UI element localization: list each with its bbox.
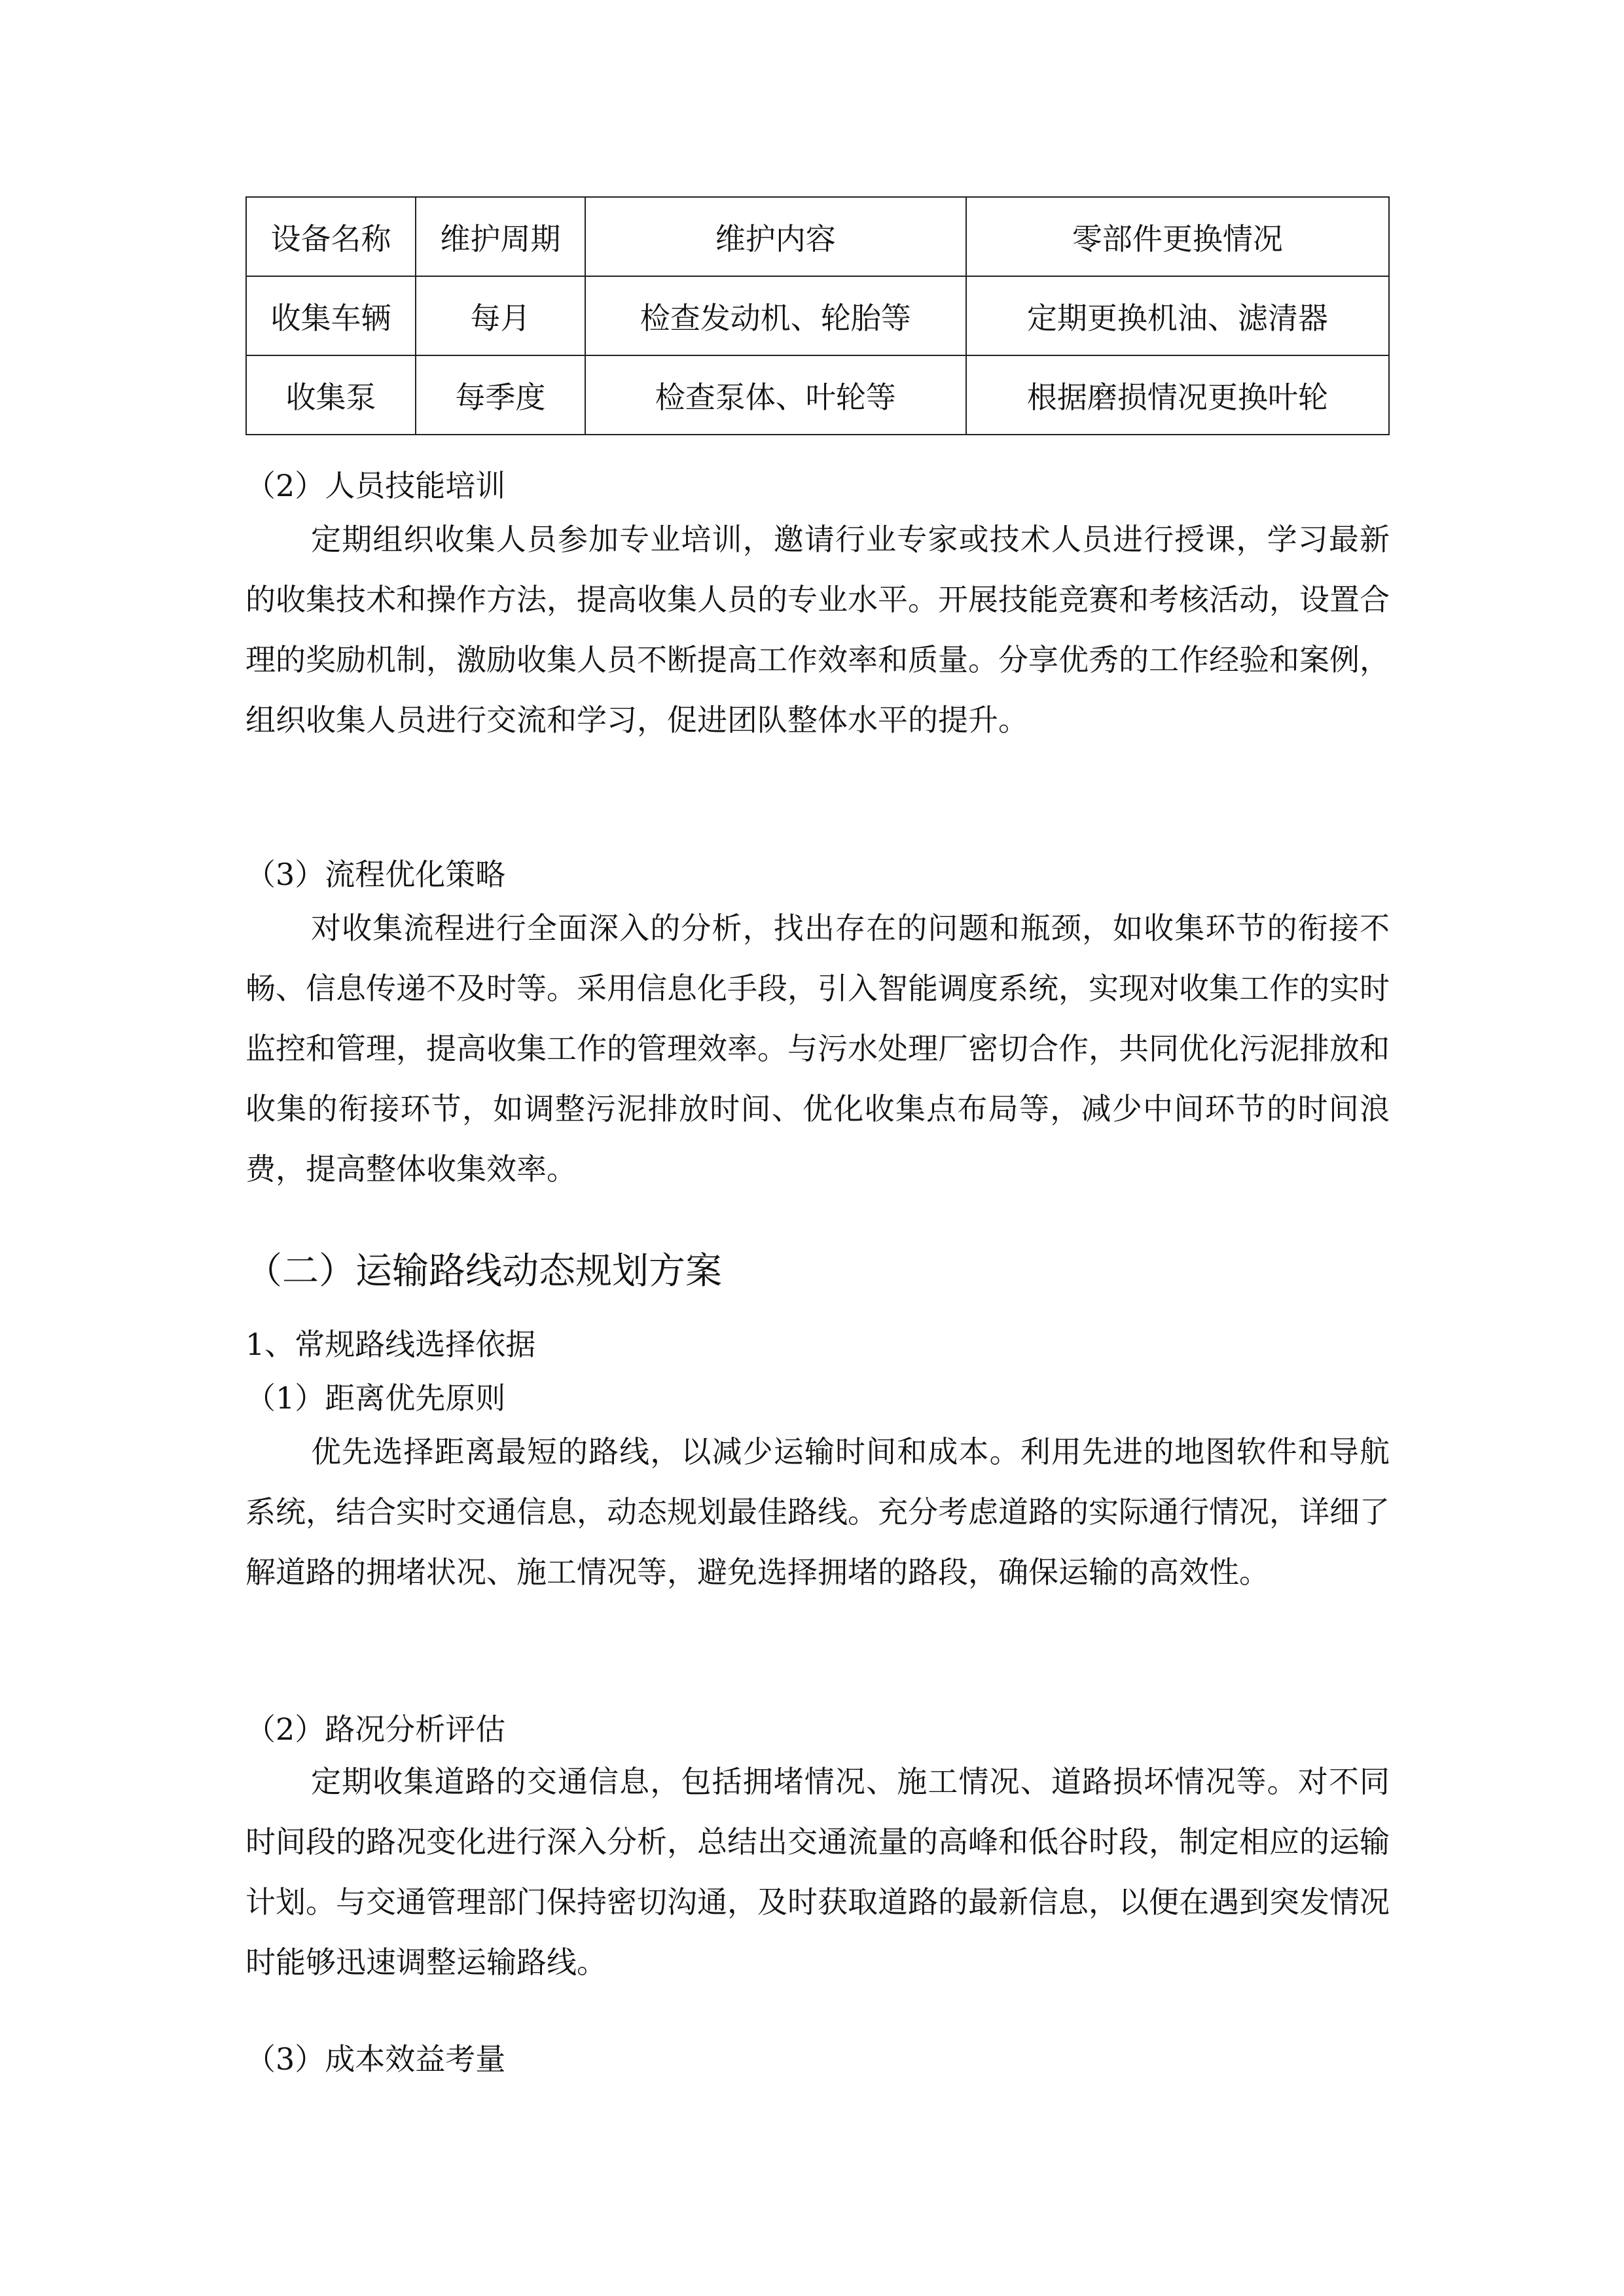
maintenance-table bbox=[245, 196, 1390, 435]
table-cell: 每季度 bbox=[416, 355, 585, 435]
paragraph-road-analysis: 定期收集道路的交通信息，包括拥堵情况、施工情况、道路损坏情况等。对不同时间段的路况变化进行深入分析，总结出交通流量的高峰和低谷时段，制定相应的运输计划。与交通管理部门保持密切沟通，及时获取道路的最新信息，以便在遇到突发情况时能够迅速调整运输路线。 bbox=[245, 1764, 1390, 1980]
table-cell: 定期更换机油、滤清器 bbox=[966, 276, 1389, 355]
table-header-row bbox=[246, 197, 1389, 276]
subheading-staff-training: （2）人员技能培训 bbox=[245, 468, 506, 503]
paragraph-process-optimization: 对收集流程进行全面深入的分析，找出存在的问题和瓶颈，如收集环节的衔接不畅、信息传递不及时等。采用信息化手段，引入智能调度系统，实现对收集工作的实时监控和管理，提高收集工作的管理效率。与污水处理厂密切合作，共同优化污泥排放和收集的衔接环节，如调整污泥排放时间、优化收集点布局等，减少中间环节的时间浪费，提高整体收集效率。 bbox=[245, 910, 1390, 1187]
table-cell: 收集泵 bbox=[246, 355, 416, 435]
table-header-cell: 维护内容 bbox=[585, 197, 966, 276]
subheading-distance-priority: （1）距离优先原则 bbox=[245, 1380, 506, 1416]
table-header-cell: 设备名称 bbox=[246, 197, 416, 276]
table-cell: 检查发动机、轮胎等 bbox=[585, 276, 966, 355]
subheading-road-analysis: （2）路况分析评估 bbox=[245, 1712, 506, 1747]
paragraph-staff-training: 定期组织收集人员参加专业培训，邀请行业专家或技术人员进行授课，学习最新的收集技术和操作方法，提高收集人员的专业水平。开展技能竞赛和考核活动，设置合理的奖励机制，激励收集人员不断提高工作效率和质量。分享优秀的工作经验和案例，组织收集人员进行交流和学习，促进团队整体水平的提升。 bbox=[245, 522, 1390, 738]
table-row bbox=[246, 276, 1389, 355]
section-heading-route-planning: （二）运输路线动态规划方案 bbox=[245, 1250, 722, 1293]
table-header-cell: 维护周期 bbox=[416, 197, 585, 276]
table-header-cell: 零部件更换情况 bbox=[966, 197, 1389, 276]
paragraph-distance-priority: 优先选择距离最短的路线，以减少运输时间和成本。利用先进的地图软件和导航系统，结合实时交通信息，动态规划最佳路线。充分考虑道路的实际通行情况，详细了解道路的拥堵状况、施工情况等，避免选择拥堵的路段，确保运输的高效性。 bbox=[245, 1434, 1390, 1590]
subheading-route-basis: 1、常规路线选择依据 bbox=[245, 1327, 536, 1362]
subheading-process-optimization: （3）流程优化策略 bbox=[245, 857, 506, 892]
table-cell: 根据磨损情况更换叶轮 bbox=[966, 355, 1389, 435]
table-row bbox=[246, 355, 1389, 435]
table-cell: 每月 bbox=[416, 276, 585, 355]
subheading-cost-benefit: （3）成本效益考量 bbox=[245, 2041, 506, 2077]
table-cell: 收集车辆 bbox=[246, 276, 416, 355]
table-cell: 检查泵体、叶轮等 bbox=[585, 355, 966, 435]
